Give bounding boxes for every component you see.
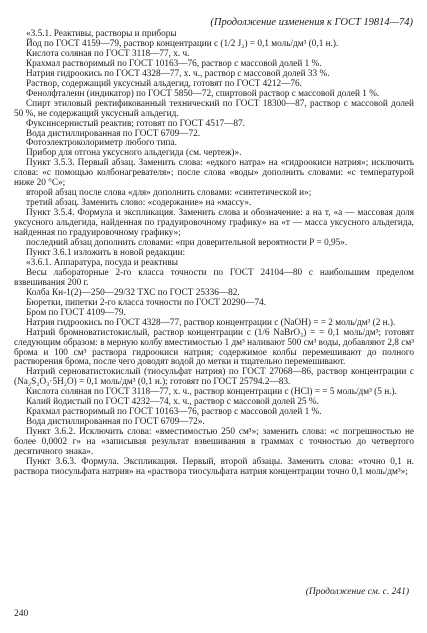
paragraph: последний абзац дополнить словами: «при доверительной вероятности Р = 0,95».: [26, 238, 348, 249]
paragraph: Пункт 3.6.2. Исключить слова: «вместимостью 250 см³»; заменить слова: «с погрешностью не более 0,0002 г» на «записывая результат взвешивания в граммах с точностью до четвертого десятичного знака».: [14, 427, 414, 458]
paragraph: Пункт 3.5.4. Формула и экспликация. Заменить слова и обозначение: а на т, «а — массовая доля уксусного альдегида, найденная по градуировочному графику» на «т — масса уксусного альдегида, найденная по градуировочному графику»;: [14, 208, 414, 239]
page-header: (Продолжение изменения к ГОСТ 19814—74): [210, 17, 413, 28]
continuation-note: (Продолжение см. с. 241): [305, 587, 409, 597]
paragraph: Крахмал растворимый по ГОСТ 10163—76, раствор с массовой долей 1 %.: [26, 58, 322, 69]
paragraph: Бром по ГОСТ 4109—79.: [26, 307, 126, 318]
paragraph: Натрия гидроокись по ГОСТ 4328—77, х. ч., раствор с массовой долей 33 %.: [26, 68, 330, 79]
paragraph: Кислота соляная по ГОСТ 3118—77, х. ч.: [26, 48, 190, 59]
paragraph: Пункт 3.5.3. Первый абзац. Заменить слова: «едкого натра» на «гидроокиси натрия»; исключить слова: «с помощью колбонагревателя»; после слова «воды» дополнить словами: «с температурой ниже 20 °С»;: [14, 158, 414, 189]
paragraph: Фуксинсернистый реактив; готовят по ГОСТ 4517—87.: [26, 118, 245, 129]
paragraph: Натрий бромноватистокислый, раствор концентрации с (1/6 NaBrO₃) = = 0,1 моль/дм³; готовят следующим образом: в мерную колбу вместимостью 1 дм³ наливают 500 см³ воды, добавляют 2,8 см³ брома и 100 см³ раствора гидроокиси натрия; содержимое колбы перемешивают до полного растворения брома, после чего доводят водой до метки и тщательно перемешивают.: [14, 327, 414, 368]
paragraph: Кислота соляная по ГОСТ 3118—77, х. ч., раствор концентрации с (HCl) = = 5 моль/дм³ (5 н.).: [26, 387, 397, 398]
paragraph: Бюретки, пипетки 2-го класса точности по ГОСТ 20290—74.: [26, 297, 267, 308]
paragraph: Весы лабораторные 2-го класса точности по ГОСТ 24104—80 с наибольшим пределом взвешивания 200 г.: [14, 267, 414, 288]
paragraph: «3.6.1. Аппаратура, посуда и реактивы: [26, 257, 178, 268]
page-number: 240: [14, 609, 29, 619]
paragraph: Фенолфталеин (индикатор) по ГОСТ 5850—72, спиртовой раствор с массовой долей 1 %.: [26, 88, 380, 99]
paragraph: третий абзац. Заменить слово: «содержание» на «массу».: [26, 198, 252, 209]
paragraph: Колба Кн-1(2)—250—29/32 ТХС по ГОСТ 25336—82.: [26, 287, 240, 298]
paragraph: Фотоэлектроколориметр любого типа.: [26, 138, 177, 149]
paragraph: Крахмал растворимый по ГОСТ 10163—76, раствор с массовой долей 1 %.: [26, 407, 322, 418]
paragraph: Натрий серноватистокислый (тиосульфат натрия) по ГОСТ 27068—86, раствор концентрации с (Na₂S₂O₃·5H₂O) = 0,1 моль/дм³ (0,1 н.); готовят по ГОСТ 25794.2—83.: [14, 367, 414, 388]
paragraph: Натрия гидроокись по ГОСТ 4328—77, раствор концентрации с (NaOH) = = 2 моль/дм³ (2 н.).: [26, 317, 396, 328]
document-body: [14, 30, 414, 478]
paragraph: Калий йодистый по ГОСТ 4232—74, х. ч., раствор с массовой долей 25 %.: [26, 397, 319, 408]
paragraph: Пункт 3.6.3. Формула. Экспликация. Первый, второй абзацы. Заменить слова: «точно 0,1 н. раствора тиосульфата натрия» на «раствора тиосульфата натрия концентрации точно 0,1 моль/дм³»;: [14, 456, 414, 477]
paragraph: Вода дистиллированная по ГОСТ 6709—72.: [26, 128, 201, 139]
paragraph: второй абзац после слова «для» дополнить словами: «синтетической и»;: [26, 188, 312, 199]
paragraph: Йод по ГОСТ 4159—79, раствор концентрации с (1/2 J₂) = 0,1 моль/дм³ (0,1 н.).: [26, 38, 339, 49]
paragraph: «3.5.1. Реактивы, растворы и приборы: [26, 29, 177, 39]
paragraph: Раствор, содержащий уксусный альдегид, готовят по ГОСТ 4212—76.: [26, 78, 302, 89]
paragraph: Прибор для отгона уксусного альдегида (см. чертеж)».: [26, 148, 242, 159]
paragraph: Вода дистиллированная по ГОСТ 6709—72».: [26, 417, 205, 428]
paragraph: Пункт 3.6.1 изложить в новой редакции:: [26, 247, 186, 258]
paragraph: Спирт этиловый ректификованный технический по ГОСТ 18300—87, раствор с массовой долей 50 %, не содержащий уксусный альдегид.: [14, 98, 414, 119]
